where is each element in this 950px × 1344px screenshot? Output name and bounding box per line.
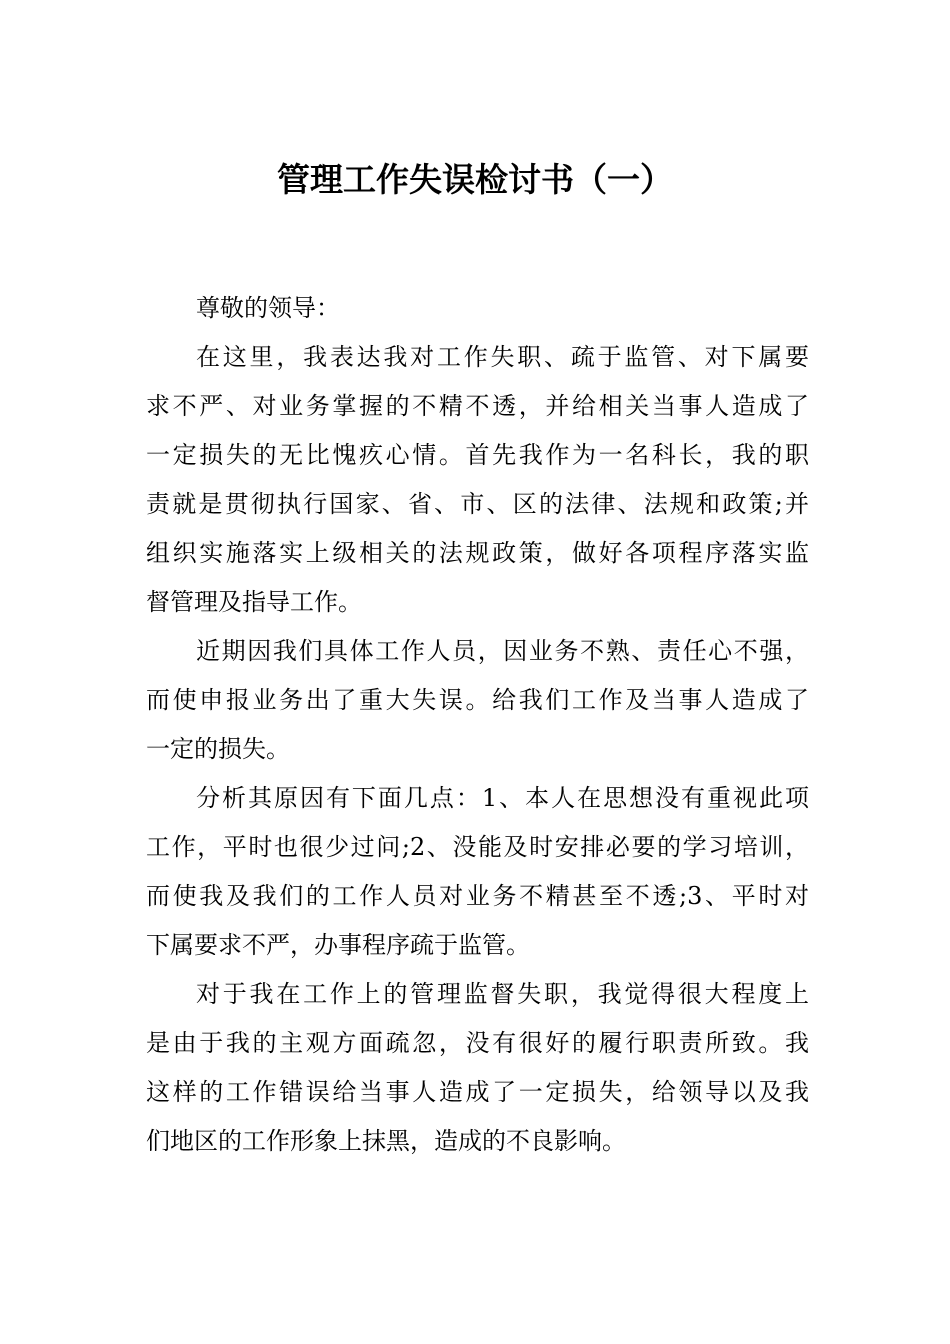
paragraph-4 [146,970,809,1166]
paragraph-line: 工作，平时也很少过问;2、没能及时安排必要的学习培训， [146,833,809,861]
paragraph-1 [146,333,809,627]
paragraph-3 [146,774,809,970]
paragraph-line: 对于我在工作上的管理监督失职，我觉得很大程度上 [196,980,809,1008]
paragraph-line: 分析其原因有下面几点：1、本人在思想没有重视此项 [196,784,809,812]
paragraph-line: 责就是贯彻执行国家、省、市、区的法律、法规和政策;并 [146,490,809,518]
paragraph-line: 组织实施落实上级相关的法规政策，做好各项程序落实监 [146,539,809,567]
paragraph-2 [146,627,809,774]
document-title: 管理工作失误检讨书（一） [277,160,673,199]
paragraph-line: 求不严、对业务掌握的不精不透，并给相关当事人造成了 [146,392,809,420]
paragraph-line: 近期因我们具体工作人员，因业务不熟、责任心不强， [196,637,809,665]
paragraph-line: 一定的损失。 [146,735,290,763]
document-body [146,284,809,1166]
paragraph-line: 这样的工作错误给当事人造成了一定损失，给领导以及我 [146,1078,809,1106]
paragraph-line: 们地区的工作形象上抹黑，造成的不良影响。 [146,1127,626,1155]
salutation: 尊敬的领导： [196,294,340,322]
paragraph-line: 而使申报业务出了重大失误。给我们工作及当事人造成了 [146,686,809,714]
paragraph-line: 下属要求不严，办事程序疏于监管。 [146,931,530,959]
paragraph-line: 一定损失的无比愧疚心情。首先我作为一名科长，我的职 [146,441,809,469]
paragraph-line: 督管理及指导工作。 [146,588,362,616]
paragraph-line: 在这里，我表达我对工作失职、疏于监管、对下属要 [196,343,809,371]
paragraph-line: 是由于我的主观方面疏忽，没有很好的履行职责所致。我 [146,1029,809,1057]
paragraph-line: 而使我及我们的工作人员对业务不精甚至不透;3、平时对 [146,882,809,910]
